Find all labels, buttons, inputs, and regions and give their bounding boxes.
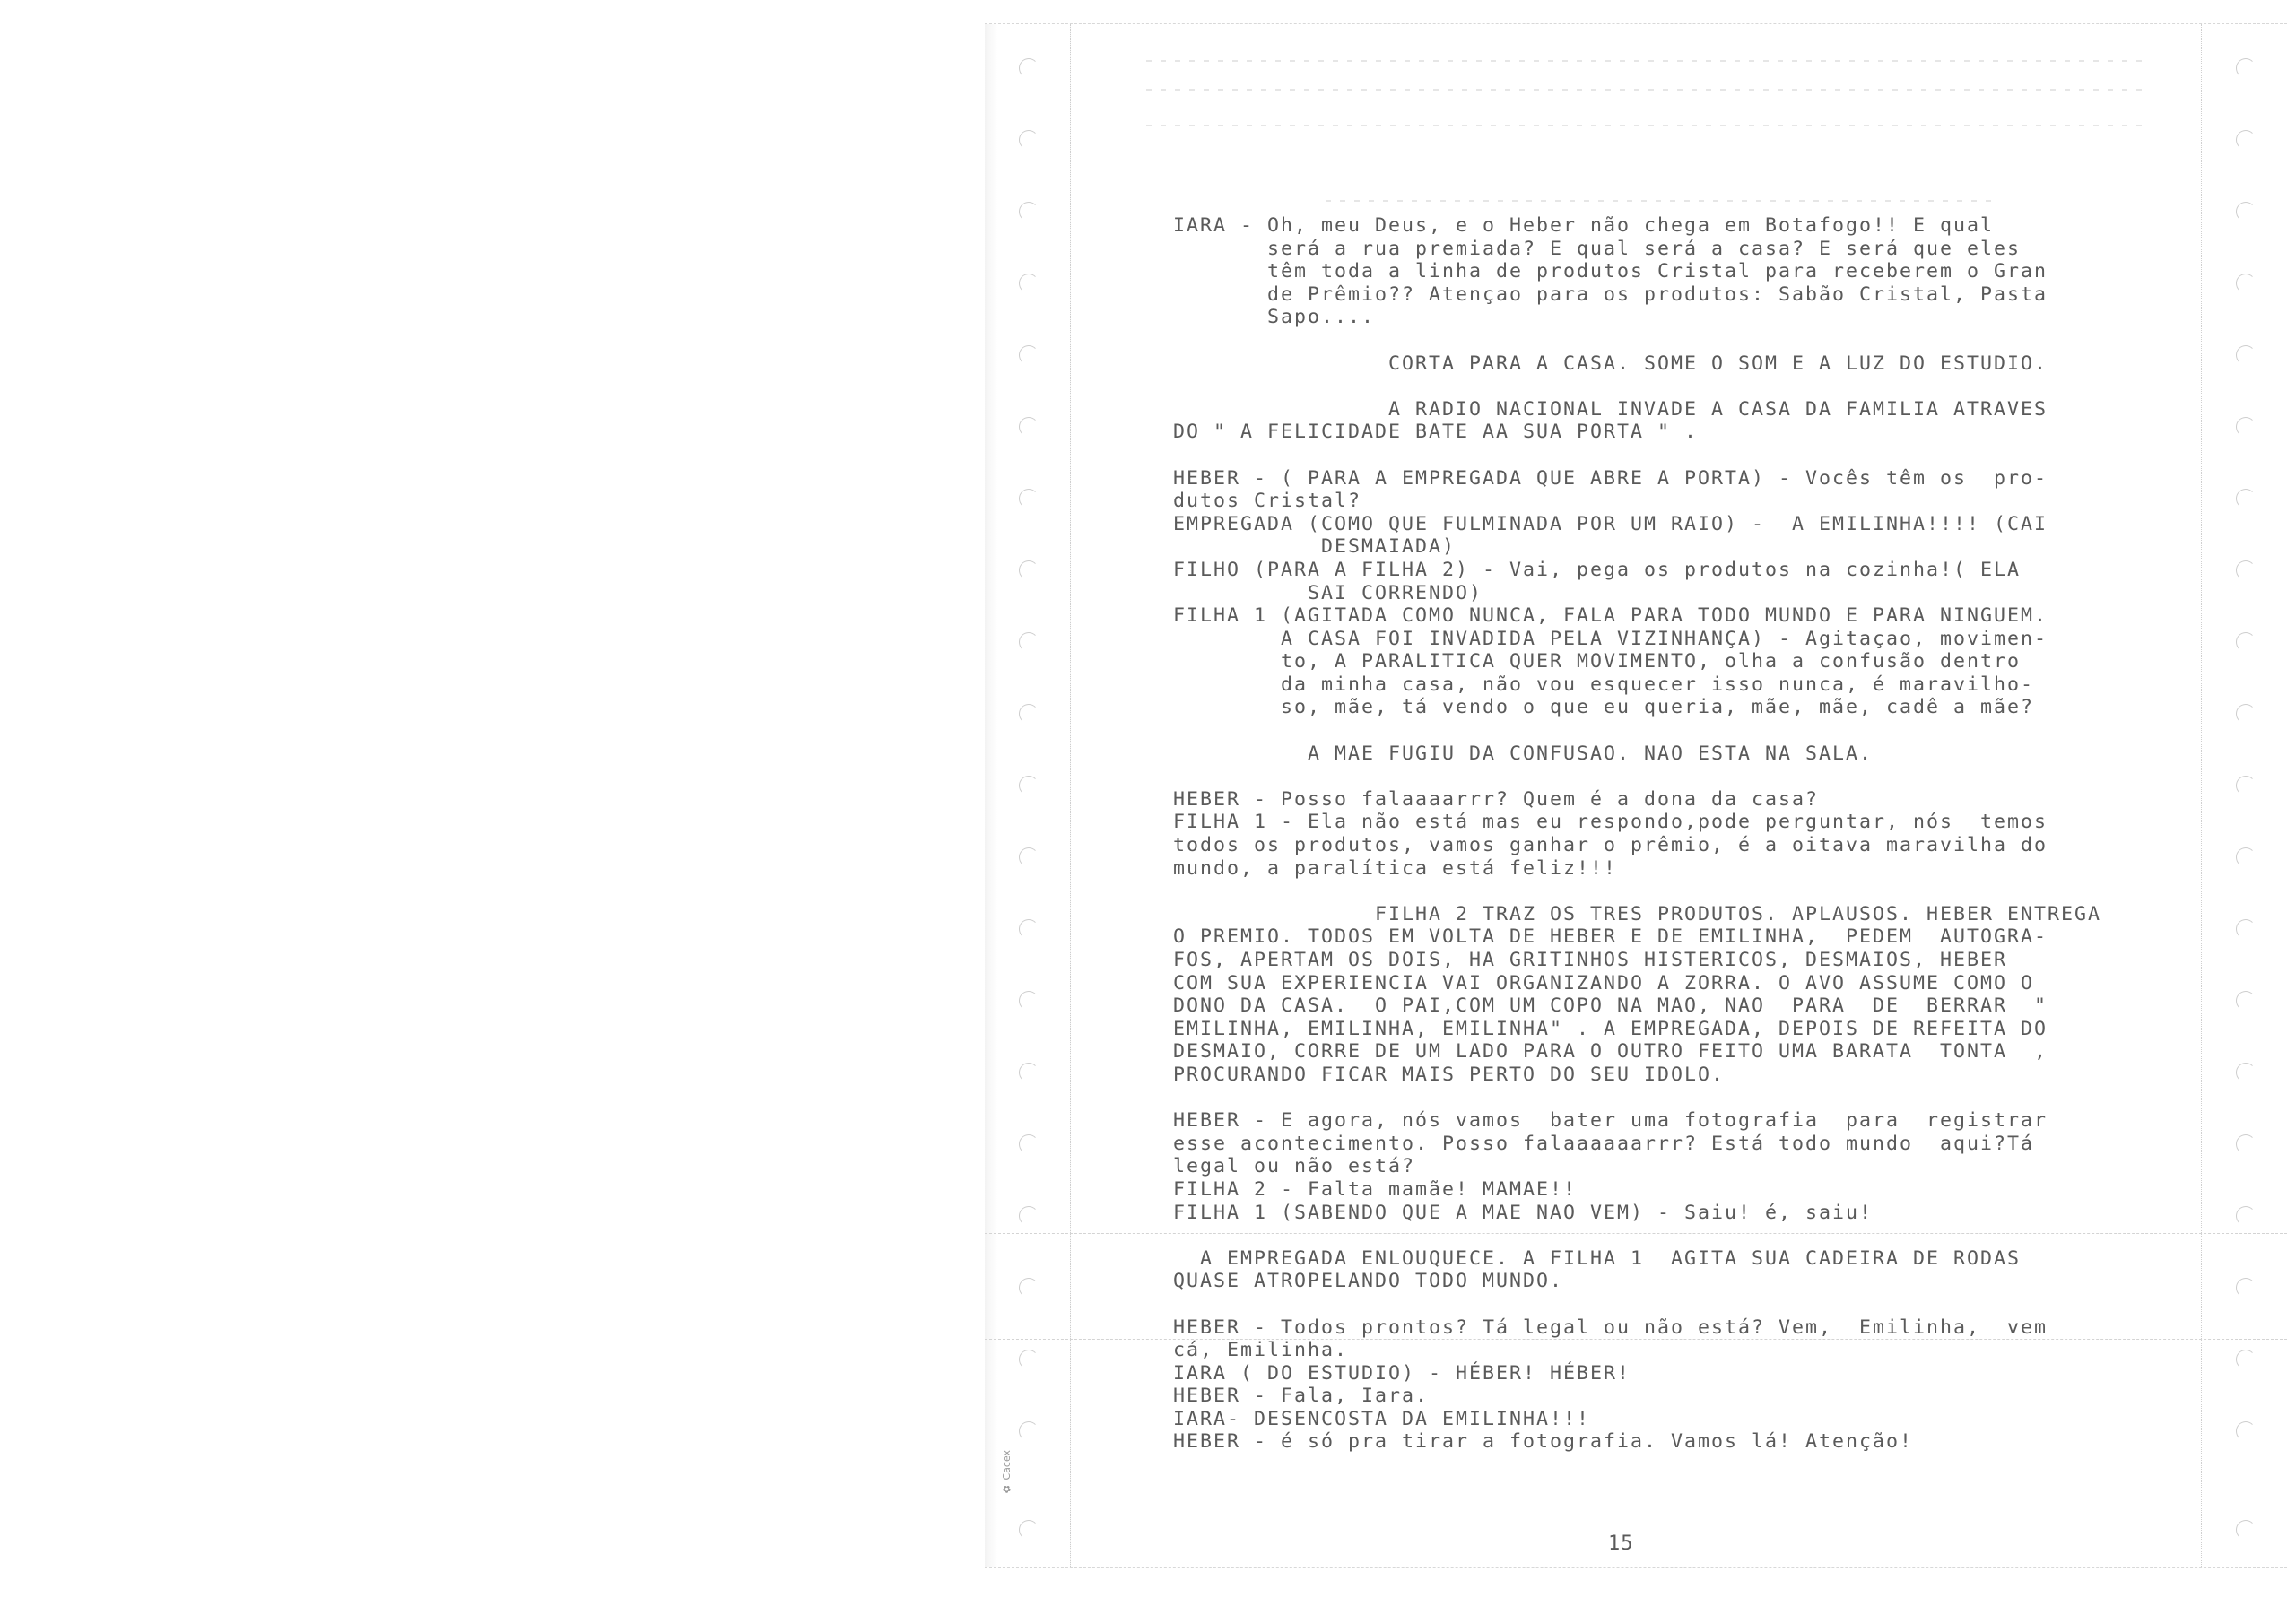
blank-line bbox=[1173, 1293, 2178, 1316]
logo: ✿ Cacex bbox=[1001, 1449, 1013, 1495]
perforation-hole-icon bbox=[2236, 919, 2256, 939]
script-line: A EMPREGADA ENLOUQUECE. A FILHA 1 AGITA SUA CADEIRA DE RODAS bbox=[1173, 1246, 2022, 1270]
scan-noise bbox=[1326, 200, 2000, 202]
script-line: HEBER - Posso falaaaarrr? Quem é a dona da casa? bbox=[1173, 787, 1820, 811]
perforation-hole-icon bbox=[1019, 1278, 1039, 1298]
script-line: O PREMIO. TODOS EM VOLTA DE HEBER E DE EMILINHA, PEDEM AUTOGRA- bbox=[1173, 925, 2048, 949]
perforation-hole-icon bbox=[1019, 58, 1039, 78]
perforation-hole-icon bbox=[1019, 632, 1039, 652]
script-line: HEBER - ( PARA A EMPREGADA QUE ABRE A PORTA) - Vocês têm os pro- bbox=[1173, 466, 2048, 490]
blank-line bbox=[1173, 765, 2178, 788]
right-tractor-strip bbox=[2201, 24, 2287, 1567]
perforation-hole-icon bbox=[1019, 560, 1039, 580]
script-line: HEBER - E agora, nós vamos bater uma fotografia para registrar bbox=[1173, 1109, 2048, 1133]
script-line: dutos Cristal? bbox=[1173, 490, 1362, 513]
scan-noise bbox=[1146, 125, 2144, 126]
perforation-hole-icon bbox=[2236, 489, 2256, 508]
script-line: IARA- DESENCOSTA DA EMILINHA!!! bbox=[1173, 1407, 1591, 1430]
perforation-hole-icon bbox=[2236, 847, 2256, 867]
perforation-hole-icon bbox=[2236, 130, 2256, 150]
perforation-hole-icon bbox=[2236, 1421, 2256, 1441]
perforation-hole-icon bbox=[1019, 202, 1039, 221]
perforation-hole-icon bbox=[1019, 1421, 1039, 1441]
script-line: Sapo.... bbox=[1173, 306, 1376, 329]
script-line: têm toda a linha de produtos Cristal para receberem o Gran bbox=[1173, 260, 2048, 283]
script-line: FILHA 1 - Ela não está mas eu respondo,pode perguntar, nós temos bbox=[1173, 811, 2048, 834]
script-line: legal ou não está? bbox=[1173, 1155, 1416, 1178]
script-line: FILHA 2 - Falta mamãe! MAMAE!! bbox=[1173, 1177, 1578, 1201]
perforation-hole-icon bbox=[2236, 991, 2256, 1011]
perforation-hole-icon bbox=[2236, 1206, 2256, 1226]
perforation-hole-icon bbox=[2236, 632, 2256, 652]
perforation-hole-icon bbox=[1019, 1520, 1039, 1540]
script-line: FOS, APERTAM OS DOIS, HA GRITINHOS HISTERICOS, DESMAIOS, HEBER bbox=[1173, 949, 2008, 971]
perforation-hole-icon bbox=[1019, 1206, 1039, 1226]
script-line: FILHA 2 TRAZ OS TRES PRODUTOS. APLAUSOS. HEBER ENTREGA bbox=[1173, 902, 2102, 925]
perforation-hole-icon bbox=[2236, 1520, 2256, 1540]
script-line: A MAE FUGIU DA CONFUSAO. NAO ESTA NA SALA. bbox=[1173, 742, 1874, 765]
perforation-hole-icon bbox=[2236, 560, 2256, 580]
blank-line bbox=[1173, 1224, 2178, 1247]
blank-line bbox=[1173, 329, 2178, 352]
script-line: IARA - Oh, meu Deus, e o Heber não chega em Botafogo!! E qual bbox=[1173, 214, 1995, 237]
script-line: HEBER - é só pra tirar a fotografia. Vamos lá! Atenção! bbox=[1173, 1430, 1914, 1454]
script-line: será a rua premiada? E qual será a casa? E será que eles bbox=[1173, 237, 2022, 260]
perforation-hole-icon bbox=[1019, 417, 1039, 437]
perforation-hole-icon bbox=[1019, 345, 1039, 365]
script-line: FILHO (PARA A FILHA 2) - Vai, pega os produtos na cozinha!( ELA bbox=[1173, 558, 2022, 581]
perforation-hole-icon bbox=[1019, 1063, 1039, 1082]
script-line: cá, Emilinha. bbox=[1173, 1339, 1349, 1362]
script-line: FILHA 1 (AGITADA COMO NUNCA, FALA PARA TODO MUNDO E PARA NINGUEM. bbox=[1173, 604, 2048, 628]
perforation-hole-icon bbox=[2236, 1134, 2256, 1154]
script-line: SAI CORRENDO) bbox=[1173, 581, 1483, 604]
perforation-hole-icon bbox=[1019, 991, 1039, 1011]
script-line: HEBER - Todos prontos? Tá legal ou não está? Vem, Emilinha, vem bbox=[1173, 1316, 2048, 1339]
blank-line bbox=[1173, 719, 2178, 743]
document-sheet bbox=[985, 23, 2287, 1568]
script-line: da minha casa, não vou esquecer isso nunca, é maravilho- bbox=[1173, 673, 2035, 696]
perforation-hole-icon bbox=[1019, 919, 1039, 939]
perforation-hole-icon bbox=[1019, 1134, 1039, 1154]
perforation-hole-icon bbox=[1019, 847, 1039, 867]
script-line: so, mãe, tá vendo o que eu queria, mãe, mãe, cadê a mãe? bbox=[1173, 696, 2035, 719]
script-line: EMPREGADA (COMO QUE FULMINADA POR UM RAIO) - A EMILINHA!!!! (CAI bbox=[1173, 512, 2048, 535]
script-line: todos os produtos, vamos ganhar o prêmio, é a oitava maravilha do bbox=[1173, 834, 2048, 857]
perforation-hole-icon bbox=[1019, 1350, 1039, 1369]
script-line: DESMAIO, CORRE DE UM LADO PARA O OUTRO FEITO UMA BARATA TONTA , bbox=[1173, 1040, 2048, 1064]
perforation-hole-icon bbox=[2236, 1350, 2256, 1369]
left-tractor-strip bbox=[985, 24, 1071, 1567]
perforation-hole-icon bbox=[1019, 704, 1039, 724]
page-number: 15 bbox=[1608, 1533, 1634, 1555]
blank-line bbox=[1173, 880, 2178, 903]
perforation-hole-icon bbox=[2236, 776, 2256, 795]
script-line: COM SUA EXPERIENCIA VAI ORGANIZANDO A ZORRA. O AVO ASSUME COMO O bbox=[1173, 971, 2035, 994]
script-line: A RADIO NACIONAL INVADE A CASA DA FAMILIA ATRAVES bbox=[1173, 397, 2048, 421]
perforation-hole-icon bbox=[2236, 704, 2256, 724]
scan-noise bbox=[1146, 89, 2144, 91]
perforation-hole-icon bbox=[2236, 345, 2256, 365]
script-text bbox=[1173, 214, 2178, 1454]
script-line: mundo, a paralítica está feliz!!! bbox=[1173, 856, 1618, 880]
script-line: DONO DA CASA. O PAI,COM UM COPO NA MAO, NAO PARA DE BERRAR " bbox=[1173, 994, 2048, 1018]
script-line: IARA ( DO ESTUDIO) - HÉBER! HÉBER! bbox=[1173, 1361, 1631, 1385]
script-line: CORTA PARA A CASA. SOME O SOM E A LUZ DO ESTUDIO. bbox=[1173, 352, 2048, 375]
script-line: EMILINHA, EMILINHA, EMILINHA" . A EMPREGADA, DEPOIS DE REFEITA DO bbox=[1173, 1017, 2048, 1040]
blank-line bbox=[1173, 1087, 2178, 1110]
blank-line bbox=[1173, 375, 2178, 398]
perforation-hole-icon bbox=[2236, 1063, 2256, 1082]
script-line: de Prêmio?? Atençao para os produtos: Sabão Cristal, Pasta bbox=[1173, 282, 2048, 306]
perforation-hole-icon bbox=[1019, 130, 1039, 150]
perforation-hole-icon bbox=[1019, 274, 1039, 293]
perforation-hole-icon bbox=[2236, 274, 2256, 293]
script-line: esse acontecimento. Posso falaaaaaarrr? Está todo mundo aqui?Tá bbox=[1173, 1132, 2035, 1155]
script-line: FILHA 1 (SABENDO QUE A MAE NAO VEM) - Saiu! é, saiu! bbox=[1173, 1201, 1874, 1224]
scan-noise bbox=[1146, 60, 2144, 62]
script-line: QUASE ATROPELANDO TODO MUNDO. bbox=[1173, 1270, 1564, 1293]
perforation-hole-icon bbox=[2236, 417, 2256, 437]
perforation-hole-icon bbox=[2236, 202, 2256, 221]
perforation-hole-icon bbox=[1019, 489, 1039, 508]
script-line: to, A PARALITICA QUER MOVIMENTO, olha a confusão dentro bbox=[1173, 650, 2022, 673]
blank-line bbox=[1173, 444, 2178, 467]
script-line: A CASA FOI INVADIDA PELA VIZINHANÇA) - Agitaçao, movimen- bbox=[1173, 627, 2048, 650]
perforation-hole-icon bbox=[2236, 58, 2256, 78]
script-line: HEBER - Fala, Iara. bbox=[1173, 1385, 1430, 1408]
script-line: PROCURANDO FICAR MAIS PERTO DO SEU IDOLO. bbox=[1173, 1063, 1726, 1086]
perforation-hole-icon bbox=[2236, 1278, 2256, 1298]
script-line: DO " A FELICIDADE BATE AA SUA PORTA " . bbox=[1173, 421, 1699, 444]
perforation-hole-icon bbox=[1019, 776, 1039, 795]
script-line: DESMAIADA) bbox=[1173, 535, 1457, 559]
